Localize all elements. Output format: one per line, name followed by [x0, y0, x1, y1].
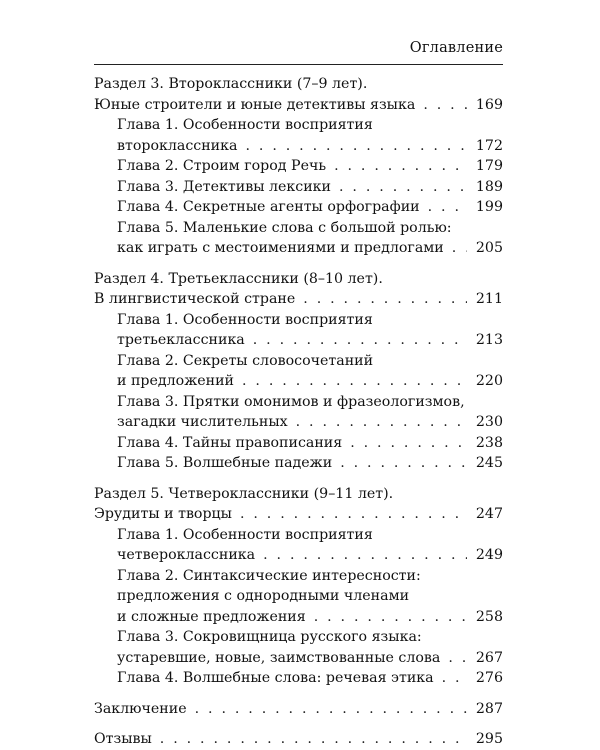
- dot-leader: [442, 668, 467, 689]
- toc-chapter[interactable]: [94, 566, 503, 628]
- section-gap: [94, 689, 503, 699]
- entry-title: как играть с местоимениями и предлогами: [117, 240, 444, 256]
- entry-title: и сложные предложения: [117, 608, 306, 625]
- dot-leader: [339, 177, 467, 198]
- entry-title: и предложений: [117, 373, 235, 389]
- toc-section: [94, 484, 503, 689]
- toc-chapter[interactable]: [94, 310, 503, 351]
- entry-title: третьеклассника: [117, 332, 245, 348]
- entry-title: Эрудиты и творцы: [94, 506, 232, 522]
- dot-leader: [263, 545, 467, 566]
- entry-title: Глава 4. Секретные агенты орфографии: [117, 199, 420, 215]
- table-of-contents: [94, 74, 503, 750]
- dot-leader: [160, 729, 467, 750]
- entry-title: Отзывы: [94, 731, 152, 747]
- page-number: 249: [475, 547, 503, 563]
- page-number: 230: [475, 414, 503, 430]
- toc-section: [94, 269, 503, 474]
- toc-chapter[interactable]: [94, 197, 503, 218]
- chapter-title-last-line: [94, 371, 503, 392]
- page-number: 205: [475, 240, 503, 256]
- section-subtitle[interactable]: [94, 504, 503, 525]
- dot-leader: [448, 648, 467, 669]
- chapter-title-line: предложения с однородными членами: [117, 588, 410, 604]
- entry-title: Глава 2. Строим город Речь: [117, 158, 327, 174]
- page-number: 247: [475, 506, 503, 522]
- chapter-title-line: Глава 5. Маленькие слова с большой ролью:: [117, 219, 452, 236]
- section-heading: Раздел 4. Третьеклассники (8–10 лет).: [94, 270, 383, 287]
- dot-leader: [428, 197, 467, 218]
- page-number: 295: [475, 731, 503, 747]
- entry-title: Глава 5. Волшебные падежи: [117, 455, 333, 471]
- dot-leader: [303, 289, 467, 310]
- dot-leader: [334, 156, 467, 177]
- page-number: 172: [475, 137, 503, 154]
- dot-leader: [253, 330, 467, 351]
- chapter-title-last-line: [94, 136, 503, 157]
- entry-title: второклассника: [117, 137, 238, 154]
- toc-chapter[interactable]: [94, 453, 503, 474]
- chapter-title-last-line: [94, 607, 503, 628]
- page-number: 179: [475, 158, 503, 174]
- chapter-title-last-line: [94, 330, 503, 351]
- chapter-title-line: Глава 2. Секреты словосочетаний: [117, 352, 374, 369]
- toc-chapter[interactable]: [94, 433, 503, 454]
- toc-entry-reviews[interactable]: [94, 729, 503, 750]
- page-number: 213: [475, 332, 503, 348]
- page-number: 267: [475, 649, 503, 666]
- chapter-title-line: Глава 1. Особенности восприятия: [117, 117, 373, 133]
- toc-chapter[interactable]: [94, 218, 503, 259]
- chapter-title-last-line: [94, 412, 503, 433]
- section-heading: Раздел 5. Четвероклассники (9–11 лет).: [94, 485, 394, 502]
- section-gap: [94, 474, 503, 484]
- toc-entry-conclusion[interactable]: [94, 699, 503, 720]
- toc-section: [94, 74, 503, 259]
- dot-leader: [350, 433, 467, 454]
- page-number: 238: [475, 434, 503, 451]
- page-number: 199: [475, 199, 503, 215]
- page-number: 245: [475, 455, 503, 471]
- chapter-title-line: Глава 1. Особенности восприятия: [117, 311, 373, 328]
- page-number: 169: [475, 96, 503, 113]
- toc-chapter[interactable]: [94, 668, 503, 689]
- toc-chapter[interactable]: [94, 156, 503, 177]
- page-number: 287: [475, 700, 503, 717]
- entry-title: В лингвистической стране: [94, 291, 296, 307]
- dot-leader: [314, 607, 467, 628]
- dot-leader: [240, 504, 467, 525]
- chapter-title-line: Глава 2. Синтаксические интересности:: [117, 567, 421, 584]
- page-number: 220: [475, 373, 503, 389]
- dot-leader: [452, 238, 467, 259]
- chapter-title-line: Глава 3. Прятки омонимов и фразеологизмов,: [117, 393, 465, 410]
- entry-title: Глава 4. Тайны правописания: [117, 434, 343, 451]
- entry-title: загадки числительных: [117, 414, 288, 430]
- section-gap: [94, 719, 503, 729]
- running-head-title: Оглавление: [409, 40, 503, 56]
- entry-title: устаревшие, новые, заимствованные слова: [117, 649, 441, 666]
- dot-leader: [340, 453, 467, 474]
- header-rule: [94, 64, 503, 65]
- dot-leader: [242, 371, 467, 392]
- toc-chapter[interactable]: [94, 525, 503, 566]
- entry-title: Глава 3. Детективы лексики: [117, 178, 332, 195]
- toc-chapter[interactable]: [94, 351, 503, 392]
- dot-leader: [195, 699, 467, 720]
- page-number: 258: [475, 608, 503, 625]
- page-number: 276: [475, 670, 503, 686]
- entry-title: Заключение: [94, 700, 187, 717]
- page-number: 189: [475, 178, 503, 195]
- dot-leader: [296, 412, 467, 433]
- dot-leader: [245, 136, 467, 157]
- section-subtitle[interactable]: [94, 289, 503, 310]
- chapter-title-last-line: [94, 238, 503, 259]
- dot-leader: [423, 95, 467, 116]
- toc-chapter[interactable]: [94, 392, 503, 433]
- section-subtitle[interactable]: [94, 95, 503, 116]
- entry-title: Юные строители и юные детективы языка: [94, 96, 416, 113]
- chapter-title-last-line: [94, 545, 503, 566]
- chapter-title-last-line: [94, 648, 503, 669]
- page-number: 211: [475, 291, 503, 307]
- toc-chapter[interactable]: [94, 177, 503, 198]
- entry-title: четвероклассника: [117, 547, 256, 563]
- toc-chapter[interactable]: [94, 627, 503, 668]
- chapter-title-line: Глава 1. Особенности восприятия: [117, 526, 373, 543]
- toc-chapter[interactable]: [94, 115, 503, 156]
- chapter-title-line: Глава 3. Сокровищница русского языка:: [117, 629, 422, 645]
- section-gap: [94, 259, 503, 269]
- entry-title: Глава 4. Волшебные слова: речевая этика: [117, 670, 434, 686]
- section-heading: Раздел 3. Второклассники (7–9 лет).: [94, 76, 368, 92]
